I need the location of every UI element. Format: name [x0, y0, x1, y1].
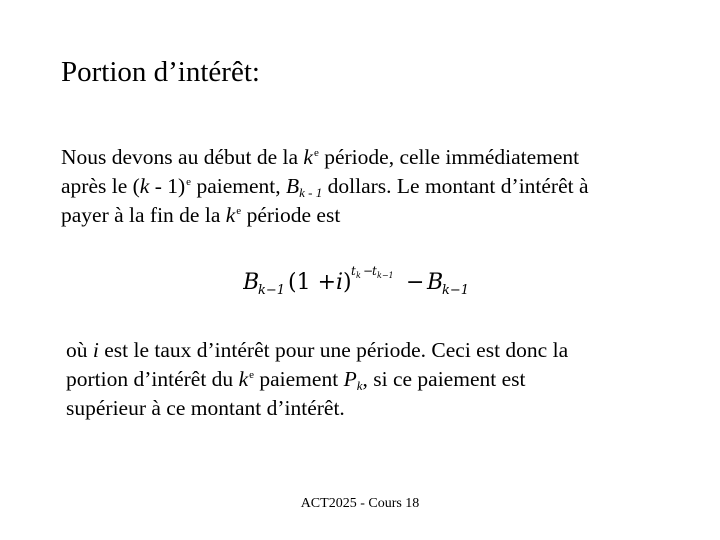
- text-segment: , si ce paiement est: [362, 367, 526, 391]
- paragraph-intro: [61, 143, 691, 230]
- text-segment: paiement: [254, 367, 344, 391]
- formula-paren-open: (1 +: [288, 270, 337, 295]
- ordinal-superscript: e: [313, 147, 319, 159]
- var-i: i: [92, 338, 99, 362]
- formula-B: B: [243, 270, 260, 295]
- var-B: B: [286, 174, 300, 198]
- var-k: k: [238, 367, 249, 391]
- formula-B2-subscript: k−1: [442, 283, 470, 298]
- formula-B-subscript: k−1: [258, 283, 286, 298]
- formula-exponent-t2-subscript: k−1: [377, 271, 394, 280]
- formula-paren-close: ): [343, 270, 352, 295]
- slide-title: Portion d’intérêt:: [61, 56, 260, 88]
- formula-B2: B: [427, 270, 444, 295]
- var-k: k: [139, 174, 150, 198]
- formula-exponent-t-subscript: k: [356, 271, 361, 280]
- formula-exponent-t: t: [351, 264, 356, 278]
- text-segment: période est: [241, 203, 341, 227]
- ordinal-superscript: e: [186, 176, 192, 188]
- text-segment: payer à la fin de la: [61, 203, 226, 227]
- paragraph-explanation-line-3: supérieur à ce montant d’intérêt.: [66, 396, 345, 420]
- text-segment: portion d’intérêt du: [66, 367, 239, 391]
- text-segment: dollars. Le montant d’intérêt à: [322, 174, 589, 198]
- text-segment: Nous devons au début de la: [61, 145, 304, 169]
- ordinal-superscript: e: [249, 369, 254, 381]
- text-segment: paiement,: [191, 174, 286, 198]
- paragraph-intro-line-2: [61, 172, 691, 201]
- paragraph-explanation-line-1: [66, 336, 696, 365]
- subscript-k: k: [356, 378, 363, 393]
- formula-exponent-t2: t: [372, 264, 377, 278]
- text-segment: période, celle immédiatement: [318, 145, 580, 169]
- formula-minus: −: [406, 270, 425, 295]
- var-P: P: [343, 367, 357, 391]
- var-k: k: [303, 145, 313, 169]
- formula-i: i: [336, 270, 344, 295]
- ordinal-superscript: e: [236, 205, 242, 217]
- subscript-k-minus-1: k - 1: [299, 185, 323, 200]
- slide-footer: ACT2025 - Cours 18: [300, 496, 420, 511]
- text-segment: - 1): [149, 174, 186, 198]
- var-k: k: [225, 203, 236, 227]
- paragraph-explanation-line-2: [66, 365, 696, 394]
- interest-formula: [243, 257, 475, 301]
- paragraph-intro-line-1: [61, 143, 691, 172]
- text-segment: après le (: [61, 174, 140, 198]
- paragraph-intro-line-3: [61, 201, 691, 230]
- paragraph-explanation: [66, 336, 696, 423]
- text-segment: est le taux d’intérêt pour une période. Ceci est donc la: [98, 338, 569, 362]
- text-segment: où: [66, 338, 93, 362]
- formula-exponent-minus: −: [363, 264, 374, 278]
